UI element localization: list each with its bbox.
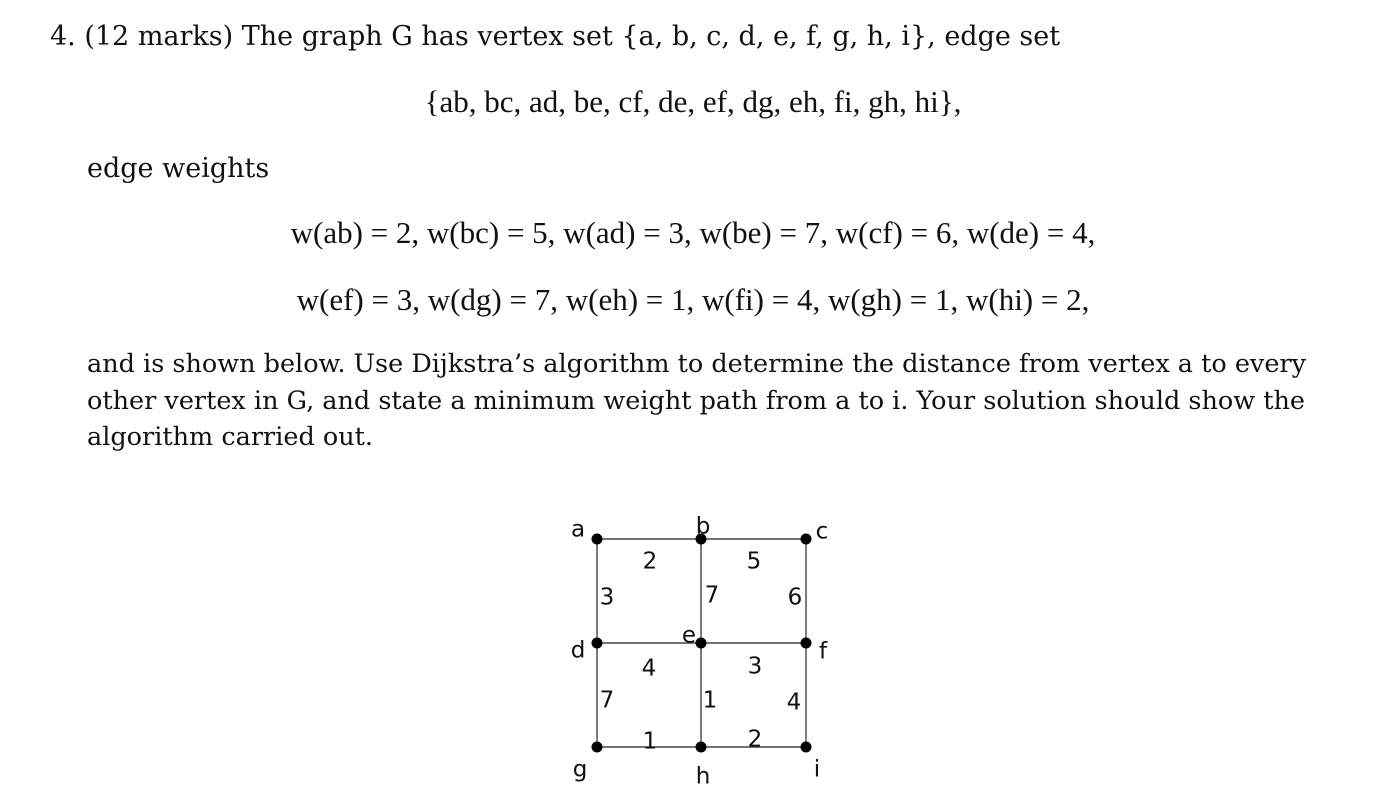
vertex-label-h: h	[695, 763, 711, 790]
vertex-f	[801, 638, 812, 649]
edge-weight-cf: 6	[787, 584, 803, 611]
vertex-label-e: e	[681, 622, 697, 649]
edge-weight-hi: 2	[747, 726, 763, 753]
weights-line-1: w(ab) = 2, w(bc) = 5, w(ad) = 3, w(be) = 7, w(cf) = 6, w(de) = 4,	[290, 215, 1096, 250]
vertex-g	[592, 742, 603, 753]
vertex-label-g: g	[572, 756, 588, 783]
instruction-line-2: other vertex in G, and state a minimum weight path from a to i. Your solution should show the	[87, 386, 1305, 416]
edge-weight-be: 7	[704, 582, 720, 609]
edge-weight-ef: 3	[747, 653, 763, 680]
vertex-e	[696, 638, 707, 649]
edge-weight-ad: 3	[599, 584, 615, 611]
instruction-line-1: and is shown below. Use Dijkstra’s algorithm to determine the distance from vertex a to every	[87, 349, 1307, 379]
edge-weight-ab: 2	[642, 548, 658, 575]
edge-weight-gh: 1	[642, 728, 658, 755]
weights-line-2: w(ef) = 3, w(dg) = 7, w(eh) = 1, w(fi) = 4, w(gh) = 1, w(hi) = 2,	[296, 282, 1090, 317]
vertex-label-i: i	[813, 756, 821, 783]
instruction-line-3: algorithm carried out.	[87, 422, 374, 452]
vertex-label-a: a	[570, 516, 586, 543]
vertex-label-c: c	[815, 518, 829, 545]
vertex-a	[592, 534, 603, 545]
edge-weight-bc: 5	[746, 548, 762, 575]
edge-weights-label: edge weights	[87, 153, 270, 184]
vertex-c	[801, 534, 812, 545]
vertex-h	[696, 742, 707, 753]
edge-weight-dg: 7	[599, 687, 615, 714]
vertex-i	[801, 742, 812, 753]
edge-weight-eh: 1	[702, 687, 718, 714]
question-header: 4. (12 marks) The graph G has vertex set {a, b, c, d, e, f, g, h, i}, edge set	[50, 21, 1061, 52]
vertex-label-b: b	[695, 513, 711, 540]
edge-weight-de: 4	[641, 655, 657, 682]
edge-set: {ab, bc, ad, be, cf, de, ef, dg, eh, fi, gh, hi},	[424, 84, 962, 119]
vertex-label-f: f	[818, 638, 828, 665]
edge-weight-fi: 4	[786, 689, 802, 716]
vertex-d	[592, 638, 603, 649]
vertex-label-d: d	[570, 637, 586, 664]
